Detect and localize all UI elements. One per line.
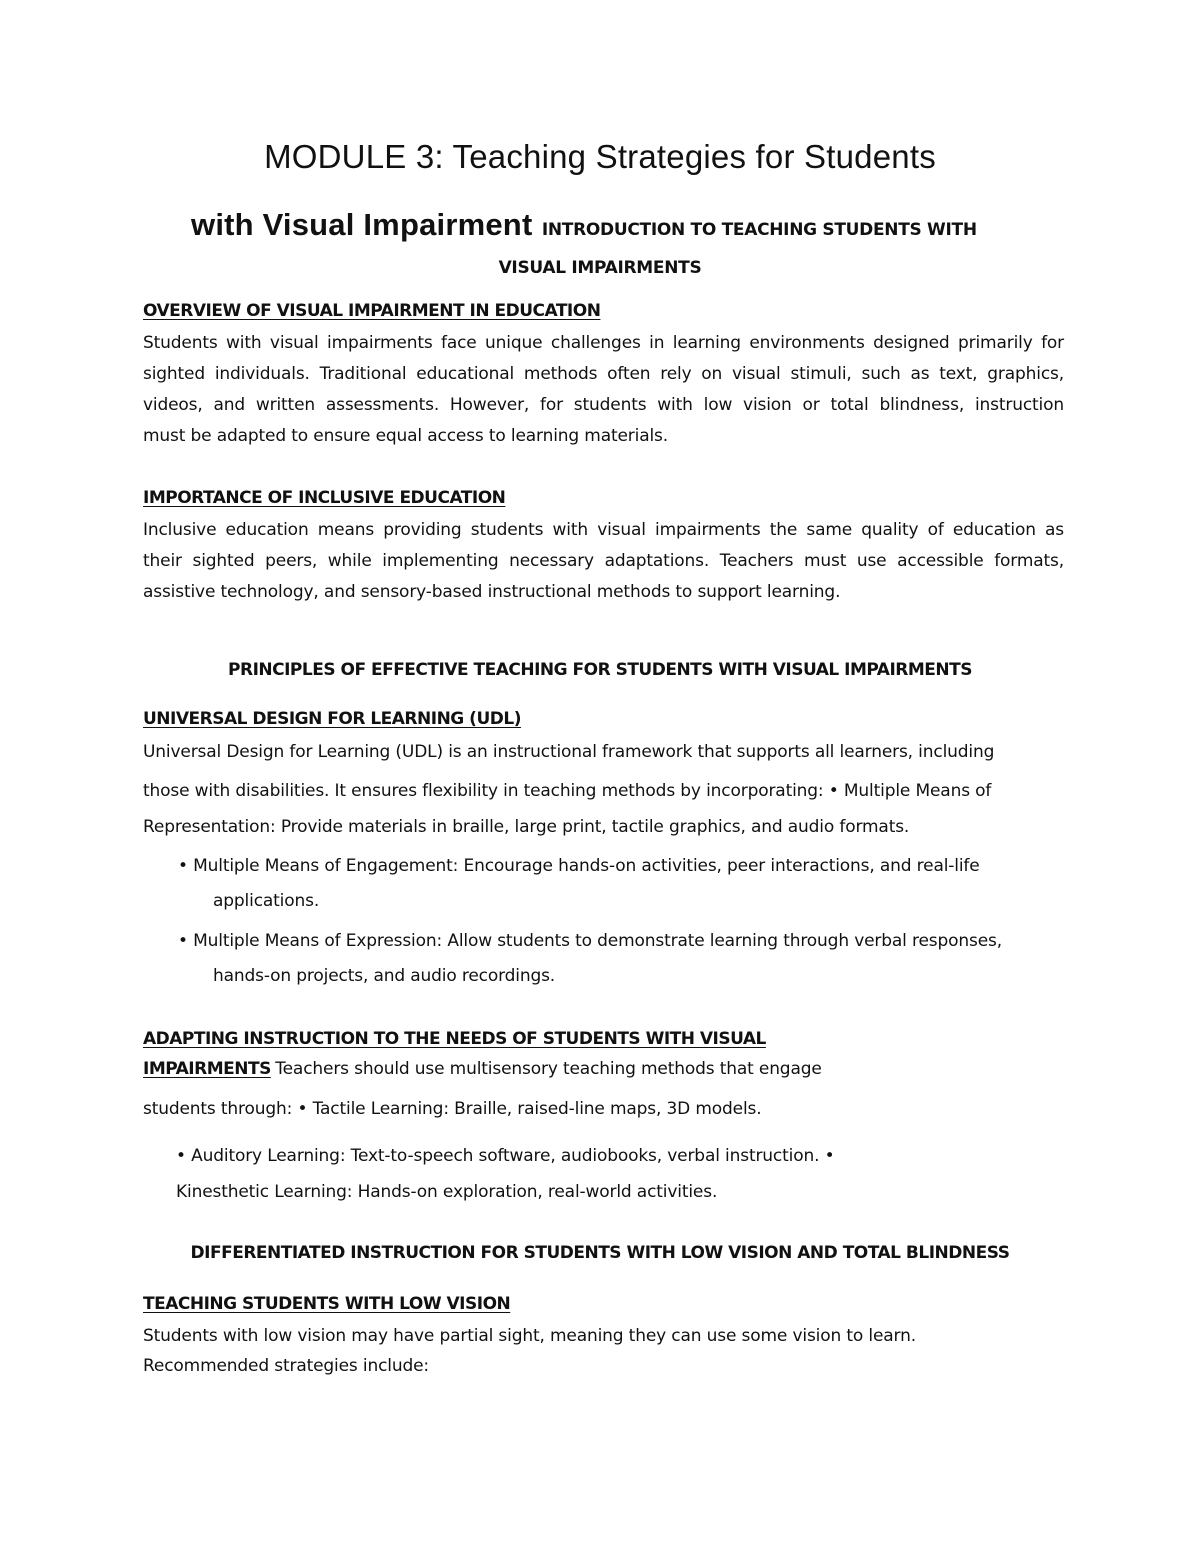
differentiated-heading: DIFFERENTIATED INSTRUCTION FOR STUDENTS WITH LOW VISION AND TOTAL BLINDNESS	[190, 1243, 1010, 1263]
adapting-heading: ADAPTING INSTRUCTION TO THE NEEDS OF STUDENTS WITH VISUAL	[143, 1029, 766, 1049]
intro-heading-part-1: INTRODUCTION TO TEACHING STUDENTS WITH	[541, 220, 977, 240]
overview-line-2: sighted individuals. Traditional educational methods often rely on visual stimuli, such as text, graphics,	[143, 364, 1064, 384]
adapting-line-4: • Auditory Learning: Text-to-speech software, audiobooks, verbal instruction. •	[176, 1146, 835, 1166]
udl-line-3: Representation: Provide materials in braille, large print, tactile graphics, and audio formats.	[143, 817, 910, 837]
adapting-line-2	[143, 1059, 822, 1079]
low-vision-heading: TEACHING STUDENTS WITH LOW VISION	[143, 1294, 511, 1314]
overview-line-1: Students with visual impairments face unique challenges in learning environments designed primarily for	[143, 333, 1064, 353]
udl-bullet-expression: • Multiple Means of Expression: Allow students to demonstrate learning through verbal responses,	[178, 931, 1002, 951]
udl-line-1: Universal Design for Learning (UDL) is an instructional framework that supports all learners, including	[143, 742, 995, 762]
udl-bullet-engagement-cont: applications.	[213, 891, 320, 911]
udl-bullet-expression-cont: hands-on projects, and audio recordings.	[213, 966, 556, 986]
inclusive-line-2: their sighted peers, while implementing necessary adaptations. Teachers must use accessible formats,	[143, 551, 1064, 571]
udl-bullet-engagement: • Multiple Means of Engagement: Encourage hands-on activities, peer interactions, and real-life	[178, 856, 980, 876]
inclusive-line-3: assistive technology, and sensory-based instructional methods to support learning.	[143, 582, 841, 602]
low-vision-line-2: Recommended strategies include:	[143, 1356, 430, 1376]
adapting-line-3: students through: • Tactile Learning: Braille, raised-line maps, 3D models.	[143, 1099, 762, 1119]
low-vision-line-1: Students with low vision may have partial sight, meaning they can use some vision to learn.	[143, 1326, 916, 1346]
udl-line-2: those with disabilities. It ensures flexibility in teaching methods by incorporating: • Multiple Means of	[143, 781, 992, 801]
inclusive-line-1: Inclusive education means providing students with visual impairments the same quality of education as	[143, 520, 1064, 540]
principles-heading: PRINCIPLES OF EFFECTIVE TEACHING FOR STUDENTS WITH VISUAL IMPAIRMENTS	[228, 660, 972, 680]
adapting-intro-text: Teachers should use multisensory teaching methods that engage	[275, 1059, 822, 1079]
udl-heading: UNIVERSAL DESIGN FOR LEARNING (UDL)	[143, 709, 521, 729]
overview-line-4: must be adapted to ensure equal access to learning materials.	[143, 426, 669, 446]
module-title-line-1: MODULE 3: Teaching Strategies for Students	[264, 138, 936, 175]
adapting-line-5: Kinesthetic Learning: Hands-on exploration, real-world activities.	[176, 1182, 718, 1202]
intro-heading-part-2: VISUAL IMPAIRMENTS	[498, 258, 702, 278]
module-title-subject: with Visual Impairment	[191, 207, 533, 242]
adapting-heading-cont: IMPAIRMENTS	[143, 1059, 271, 1079]
overview-line-3: videos, and written assessments. However, for students with low vision or total blindness, instruction	[143, 395, 1064, 415]
module-title-line-2	[191, 205, 977, 243]
overview-heading: OVERVIEW OF VISUAL IMPAIRMENT IN EDUCATION	[143, 301, 601, 321]
inclusive-heading: IMPORTANCE OF INCLUSIVE EDUCATION	[143, 488, 506, 508]
